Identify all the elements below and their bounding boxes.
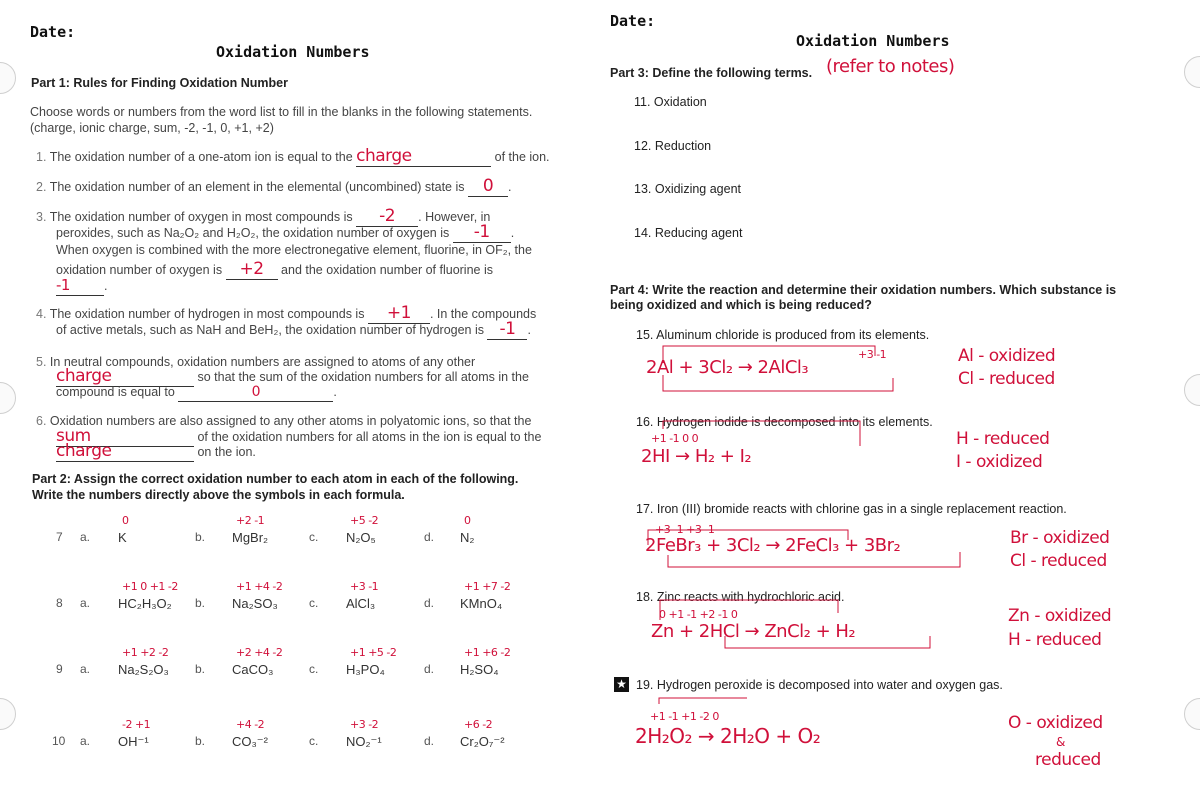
reaction-18-equation: Zn + 2HCl → ZnCl₂ + H₂: [651, 621, 856, 642]
question-5-line2: charge so that the sum of the oxidation numbers for all atoms in the: [56, 366, 529, 386]
part2-heading: Part 2: Assign the correct oxidation number to each atom in each of the following.: [32, 472, 519, 486]
chemical-formula: K: [118, 530, 127, 545]
item-letter: a.: [80, 596, 91, 610]
question-1: 1. The oxidation number of a one-atom ion is equal to the charge of the ion.: [36, 146, 550, 166]
binder-hole: [1184, 56, 1200, 88]
item-letter: a.: [80, 662, 91, 676]
chemical-formula: AlCl₃: [346, 596, 376, 611]
question-6-line3: charge on the ion.: [56, 441, 256, 461]
oxidation-answer: +1 +5 -2: [350, 646, 397, 659]
reaction-15-result-1: Al - oxidized: [958, 346, 1056, 366]
answer-q6a: sum: [56, 426, 91, 446]
oxidation-answer: +5 -2: [350, 514, 379, 527]
oxidation-answer: +3 -1: [350, 580, 379, 593]
item-letter: c.: [309, 734, 319, 748]
row-number: 8: [56, 596, 63, 610]
reaction-17-equation: 2FeBr₃ + 3Cl₂ → 2FeCl₃ + 3Br₂: [645, 535, 901, 556]
item-letter: d.: [424, 596, 435, 610]
chemical-formula: N₂O₅: [346, 530, 376, 545]
reaction-16-ox: +1 -1 0 0: [651, 432, 699, 445]
binder-hole: [0, 62, 16, 94]
chemical-formula: Cr₂O₇⁻²: [460, 734, 505, 749]
reaction-17-result-1: Br - oxidized: [1010, 528, 1110, 548]
part4-subheading: being oxidized and which is being reduced?: [610, 298, 872, 312]
answer-q5a: charge: [56, 366, 112, 386]
row-number: 10: [52, 734, 66, 748]
part1-heading: Part 1: Rules for Finding Oxidation Number: [31, 76, 288, 90]
question-4-line2: of active metals, such as NaH and BeH₂, the oxidation number of hydrogen is -1 .: [56, 319, 531, 339]
row-number: 7: [56, 530, 63, 544]
answer-q2: 0: [482, 176, 494, 196]
question-3: 3. The oxidation number of oxygen in most compounds is -2 . However, in: [36, 206, 491, 226]
item-letter: d.: [424, 734, 435, 748]
binder-hole: [1184, 698, 1200, 730]
date-label-right: Date:: [610, 12, 656, 30]
oxidation-answer: -2 +1: [122, 718, 151, 731]
reaction-15-prompt: 15. Aluminum chloride is produced from its elements.: [636, 328, 930, 342]
reaction-17-ox: +3 -1 +3 -1: [655, 523, 715, 536]
oxidation-answer: +1 +7 -2: [464, 580, 511, 593]
part3-note: (refer to notes): [826, 56, 955, 77]
item-letter: b.: [195, 530, 206, 544]
part1-intro: Choose words or numbers from the word list to fill in the blanks in the following statements.: [30, 105, 533, 119]
reaction-19-equation: 2H₂O₂ → 2H₂O + O₂: [635, 724, 821, 748]
oxidation-answer: +1 +6 -2: [464, 646, 511, 659]
oxidation-answer: 0: [122, 514, 129, 527]
answer-q5b: 0: [251, 384, 261, 400]
item-letter: c.: [309, 530, 319, 544]
term-reduction: 12. Reduction: [634, 139, 712, 153]
part3-heading: Part 3: Define the following terms.: [610, 66, 813, 80]
question-3-line5: -1 .: [56, 276, 108, 294]
answer-q3d: -1: [56, 276, 70, 294]
reaction-19-result-and: &: [1056, 735, 1065, 749]
binder-hole: [0, 382, 16, 414]
chemical-formula: Na₂SO₃: [232, 596, 278, 611]
reaction-18-result-2: H - reduced: [1008, 630, 1102, 650]
reaction-16-result-1: H - reduced: [956, 429, 1050, 449]
reaction-18-result-1: Zn - oxidized: [1008, 606, 1112, 626]
reaction-16-equation: 2HI → H₂ + I₂: [641, 446, 752, 467]
reaction-19-result-3: reduced: [1035, 750, 1101, 770]
chemical-formula: OH⁻¹: [118, 734, 149, 749]
question-5-line3: compound is equal to 0 .: [56, 384, 337, 400]
question-3-line4: oxidation number of oxygen is +2 and the oxidation number of fluorine is: [56, 259, 493, 279]
page-title: Oxidation Numbers: [216, 43, 370, 61]
reaction-16-prompt: 16. Hydrogen iodide is decomposed into its elements.: [636, 415, 933, 429]
oxidation-answer: +1 +4 -2: [236, 580, 283, 593]
question-5: 5. In neutral compounds, oxidation numbers are assigned to atoms of any other: [36, 355, 476, 369]
oxidation-answer: +4 -2: [236, 718, 265, 731]
binder-hole: [1184, 374, 1200, 406]
reaction-16-result-2: I - oxidized: [956, 452, 1043, 472]
item-letter: d.: [424, 662, 435, 676]
binder-hole: [0, 698, 16, 730]
term-oxidizing-agent: 13. Oxidizing agent: [634, 182, 742, 196]
question-2: 2. The oxidation number of an element in the elemental (uncombined) state is 0 .: [36, 176, 512, 196]
reaction-17-prompt: 17. Iron (III) bromide reacts with chlorine gas in a single replacement reaction.: [636, 502, 1067, 516]
question-6: 6. Oxidation numbers are also assigned to any other atoms in polyatomic ions, so that the: [36, 414, 532, 428]
star-icon: ★: [614, 677, 629, 692]
item-letter: b.: [195, 662, 206, 676]
answer-q4a: +1: [386, 303, 411, 323]
question-6-line2: sum of the oxidation numbers for all atoms in the ion is equal to the: [56, 426, 542, 446]
reaction-19-ox: +1 -1 +1 -2 0: [650, 710, 719, 723]
part4-heading: Part 4: Write the reaction and determine their oxidation numbers. Which substance is: [610, 283, 1117, 297]
chemical-formula: KMnO₄: [460, 596, 503, 611]
item-letter: c.: [309, 596, 319, 610]
chemical-formula: CaCO₃: [232, 662, 274, 677]
oxidation-answer: +1 0 +1 -2: [122, 580, 178, 593]
reaction-19-prompt: 19. Hydrogen peroxide is decomposed into water and oxygen gas.: [636, 678, 1003, 692]
question-3-line3: When oxygen is combined with the more electronegative element, fluorine, in OF₂, the: [56, 243, 532, 257]
reaction-15-ox: +3 -1: [858, 348, 887, 361]
answer-q3b: -1: [473, 222, 490, 242]
answer-q6b: charge: [56, 441, 112, 461]
oxidation-answer: +6 -2: [464, 718, 493, 731]
chemical-formula: MgBr₂: [232, 530, 269, 545]
oxidation-answer: +2 +4 -2: [236, 646, 283, 659]
chemical-formula: Na₂S₂O₃: [118, 662, 169, 677]
oxidation-answer: 0: [464, 514, 471, 527]
reaction-17-result-2: Cl - reduced: [1010, 551, 1107, 571]
chemical-formula: CO₃⁻²: [232, 734, 268, 749]
item-letter: a.: [80, 734, 91, 748]
reaction-18-prompt: 18. Zinc reacts with hydrochloric acid.: [636, 590, 845, 604]
reaction-18-ox: 0 +1 -1 +2 -1 0: [659, 608, 738, 621]
bracket-19-top: [659, 698, 747, 704]
answer-q4b: -1: [499, 319, 516, 339]
reaction-15-equation: 2Al + 3Cl₂ → 2AlCl₃: [646, 357, 809, 378]
date-label: Date:: [30, 23, 76, 41]
term-reducing-agent: 14. Reducing agent: [634, 226, 743, 240]
chemical-formula: NO₂⁻¹: [346, 734, 382, 749]
oxidation-answer: +2 -1: [236, 514, 265, 527]
chemical-formula: N₂: [460, 530, 475, 545]
item-letter: b.: [195, 596, 206, 610]
item-letter: b.: [195, 734, 206, 748]
chemical-formula: H₃PO₄: [346, 662, 385, 677]
oxidation-answer: +1 +2 -2: [122, 646, 169, 659]
answer-q1: charge: [356, 146, 412, 166]
page-title-right: Oxidation Numbers: [796, 32, 950, 50]
question-4: 4. The oxidation number of hydrogen in most compounds is +1 . In the compounds: [36, 303, 537, 323]
answer-q3c: +2: [239, 259, 264, 279]
question-3-line2: peroxides, such as Na₂O₂ and H₂O₂, the oxidation number of oxygen is -1 .: [56, 222, 515, 242]
reaction-19-result-1: O - oxidized: [1008, 713, 1103, 733]
reaction-15-result-2: Cl - reduced: [958, 369, 1055, 389]
answer-q3a: -2: [379, 206, 396, 226]
item-letter: c.: [309, 662, 319, 676]
word-list: (charge, ionic charge, sum, -2, -1, 0, +1, +2): [30, 121, 274, 135]
oxidation-answer: +3 -2: [350, 718, 379, 731]
term-oxidation: 11. Oxidation: [634, 95, 707, 109]
item-letter: d.: [424, 530, 435, 544]
item-letter: a.: [80, 530, 91, 544]
chemical-formula: H₂SO₄: [460, 662, 499, 677]
part2-subheading: Write the numbers directly above the symbols in each formula.: [32, 488, 405, 502]
chemical-formula: HC₂H₃O₂: [118, 596, 172, 611]
row-number: 9: [56, 662, 63, 676]
